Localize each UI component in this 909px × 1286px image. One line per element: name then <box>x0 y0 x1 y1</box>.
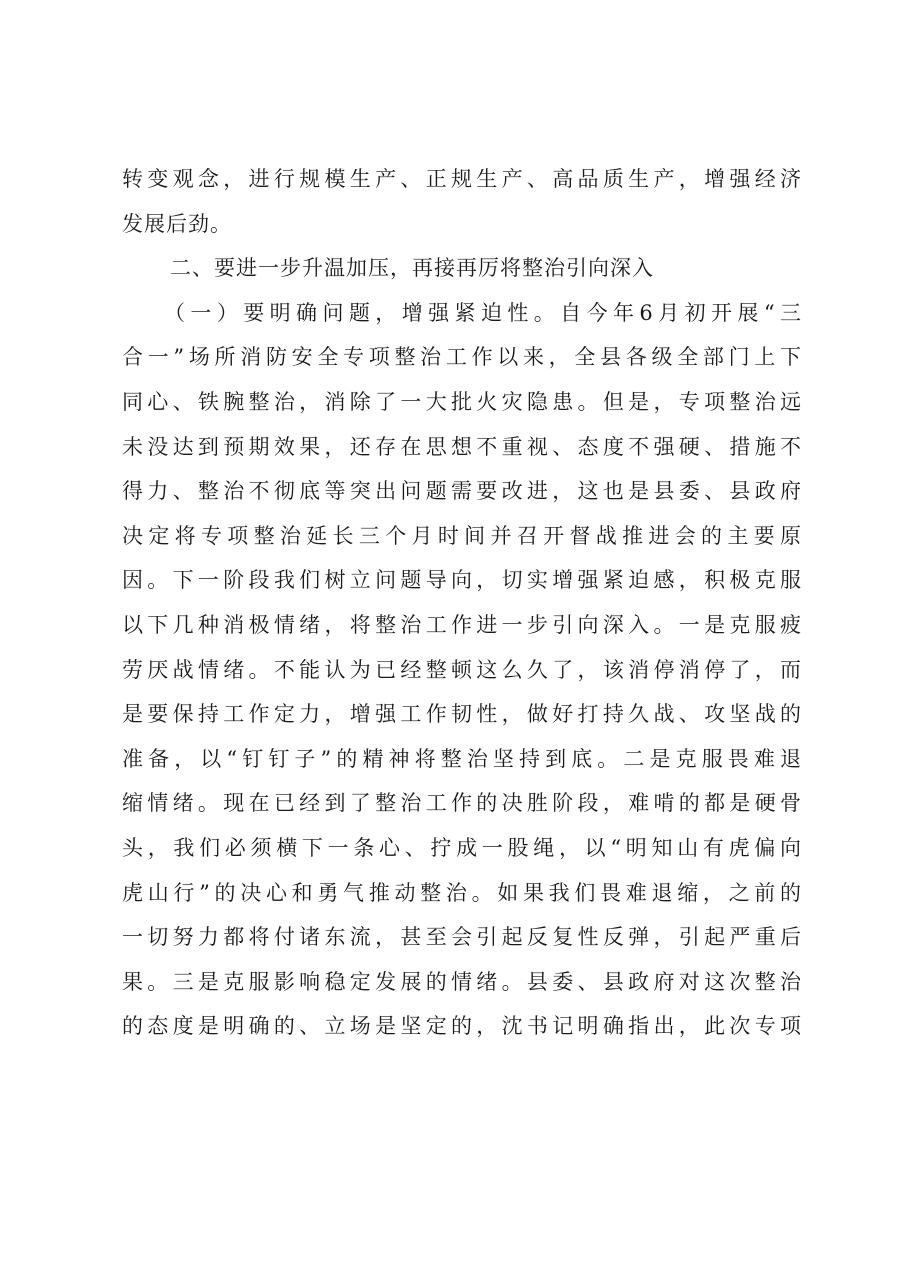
text-line: 是要保持工作定力，增强工作韧性，做好打持久战、攻坚战的 <box>122 702 802 727</box>
text-line: 果。三是克服影响稳定发展的情绪。县委、县政府对这次整治 <box>122 969 802 994</box>
text-line: 发展后劲。 <box>122 211 232 236</box>
text-line: 转变观念，进行规模生产、正规生产、高品质生产，增强经济 <box>122 167 802 191</box>
text-line: 准备，以“钉钉子”的精神将整治坚持到底。二是克服畏难退 <box>122 746 802 771</box>
text-line: 一切努力都将付诸东流，甚至会引起反复性反弹，引起严重后 <box>122 925 802 950</box>
text-line: 的态度是明确的、立场是坚定的，沈书记明确指出，此次专项 <box>122 1014 802 1039</box>
text-line: 头，我们必须横下一条心、拧成一股绳，以“明知山有虎偏向 <box>122 835 802 860</box>
section-heading: 二、要进一步升温加压，再接再厉将整治引向深入 <box>170 256 654 281</box>
text-line: 以下几种消极情绪，将整治工作进一步引向深入。一是克服疲 <box>122 612 802 637</box>
text-line: 缩情绪。现在已经到了整治工作的决胜阶段，难啃的都是硬骨 <box>122 791 802 816</box>
text-line: 同心、铁腕整治，消除了一大批火灾隐患。但是，专项整治远 <box>122 389 802 414</box>
text-line: （一）要明确问题，增强紧迫性。自今年6月初开展“三 <box>164 300 802 325</box>
text-line: 得力、整治不彻底等突出问题需要改进，这也是县委、县政府 <box>122 479 802 504</box>
body-text <box>122 157 802 1049</box>
text-line: 合一”场所消防安全专项整治工作以来，全县各级全部门上下 <box>122 345 802 370</box>
text-line: 因。下一阶段我们树立问题导向，切实增强紧迫感，积极克服 <box>122 568 802 593</box>
text-line: 虎山行”的决心和勇气推动整治。如果我们畏难退缩，之前的 <box>122 880 802 905</box>
text-line: 未没达到预期效果，还存在思想不重视、态度不强硬、措施不 <box>122 434 802 459</box>
text-line: 决定将专项整治延长三个月时间并召开督战推进会的主要原 <box>122 523 802 548</box>
text-line: 劳厌战情绪。不能认为已经整顿这么久了，该消停消停了，而 <box>122 657 802 682</box>
